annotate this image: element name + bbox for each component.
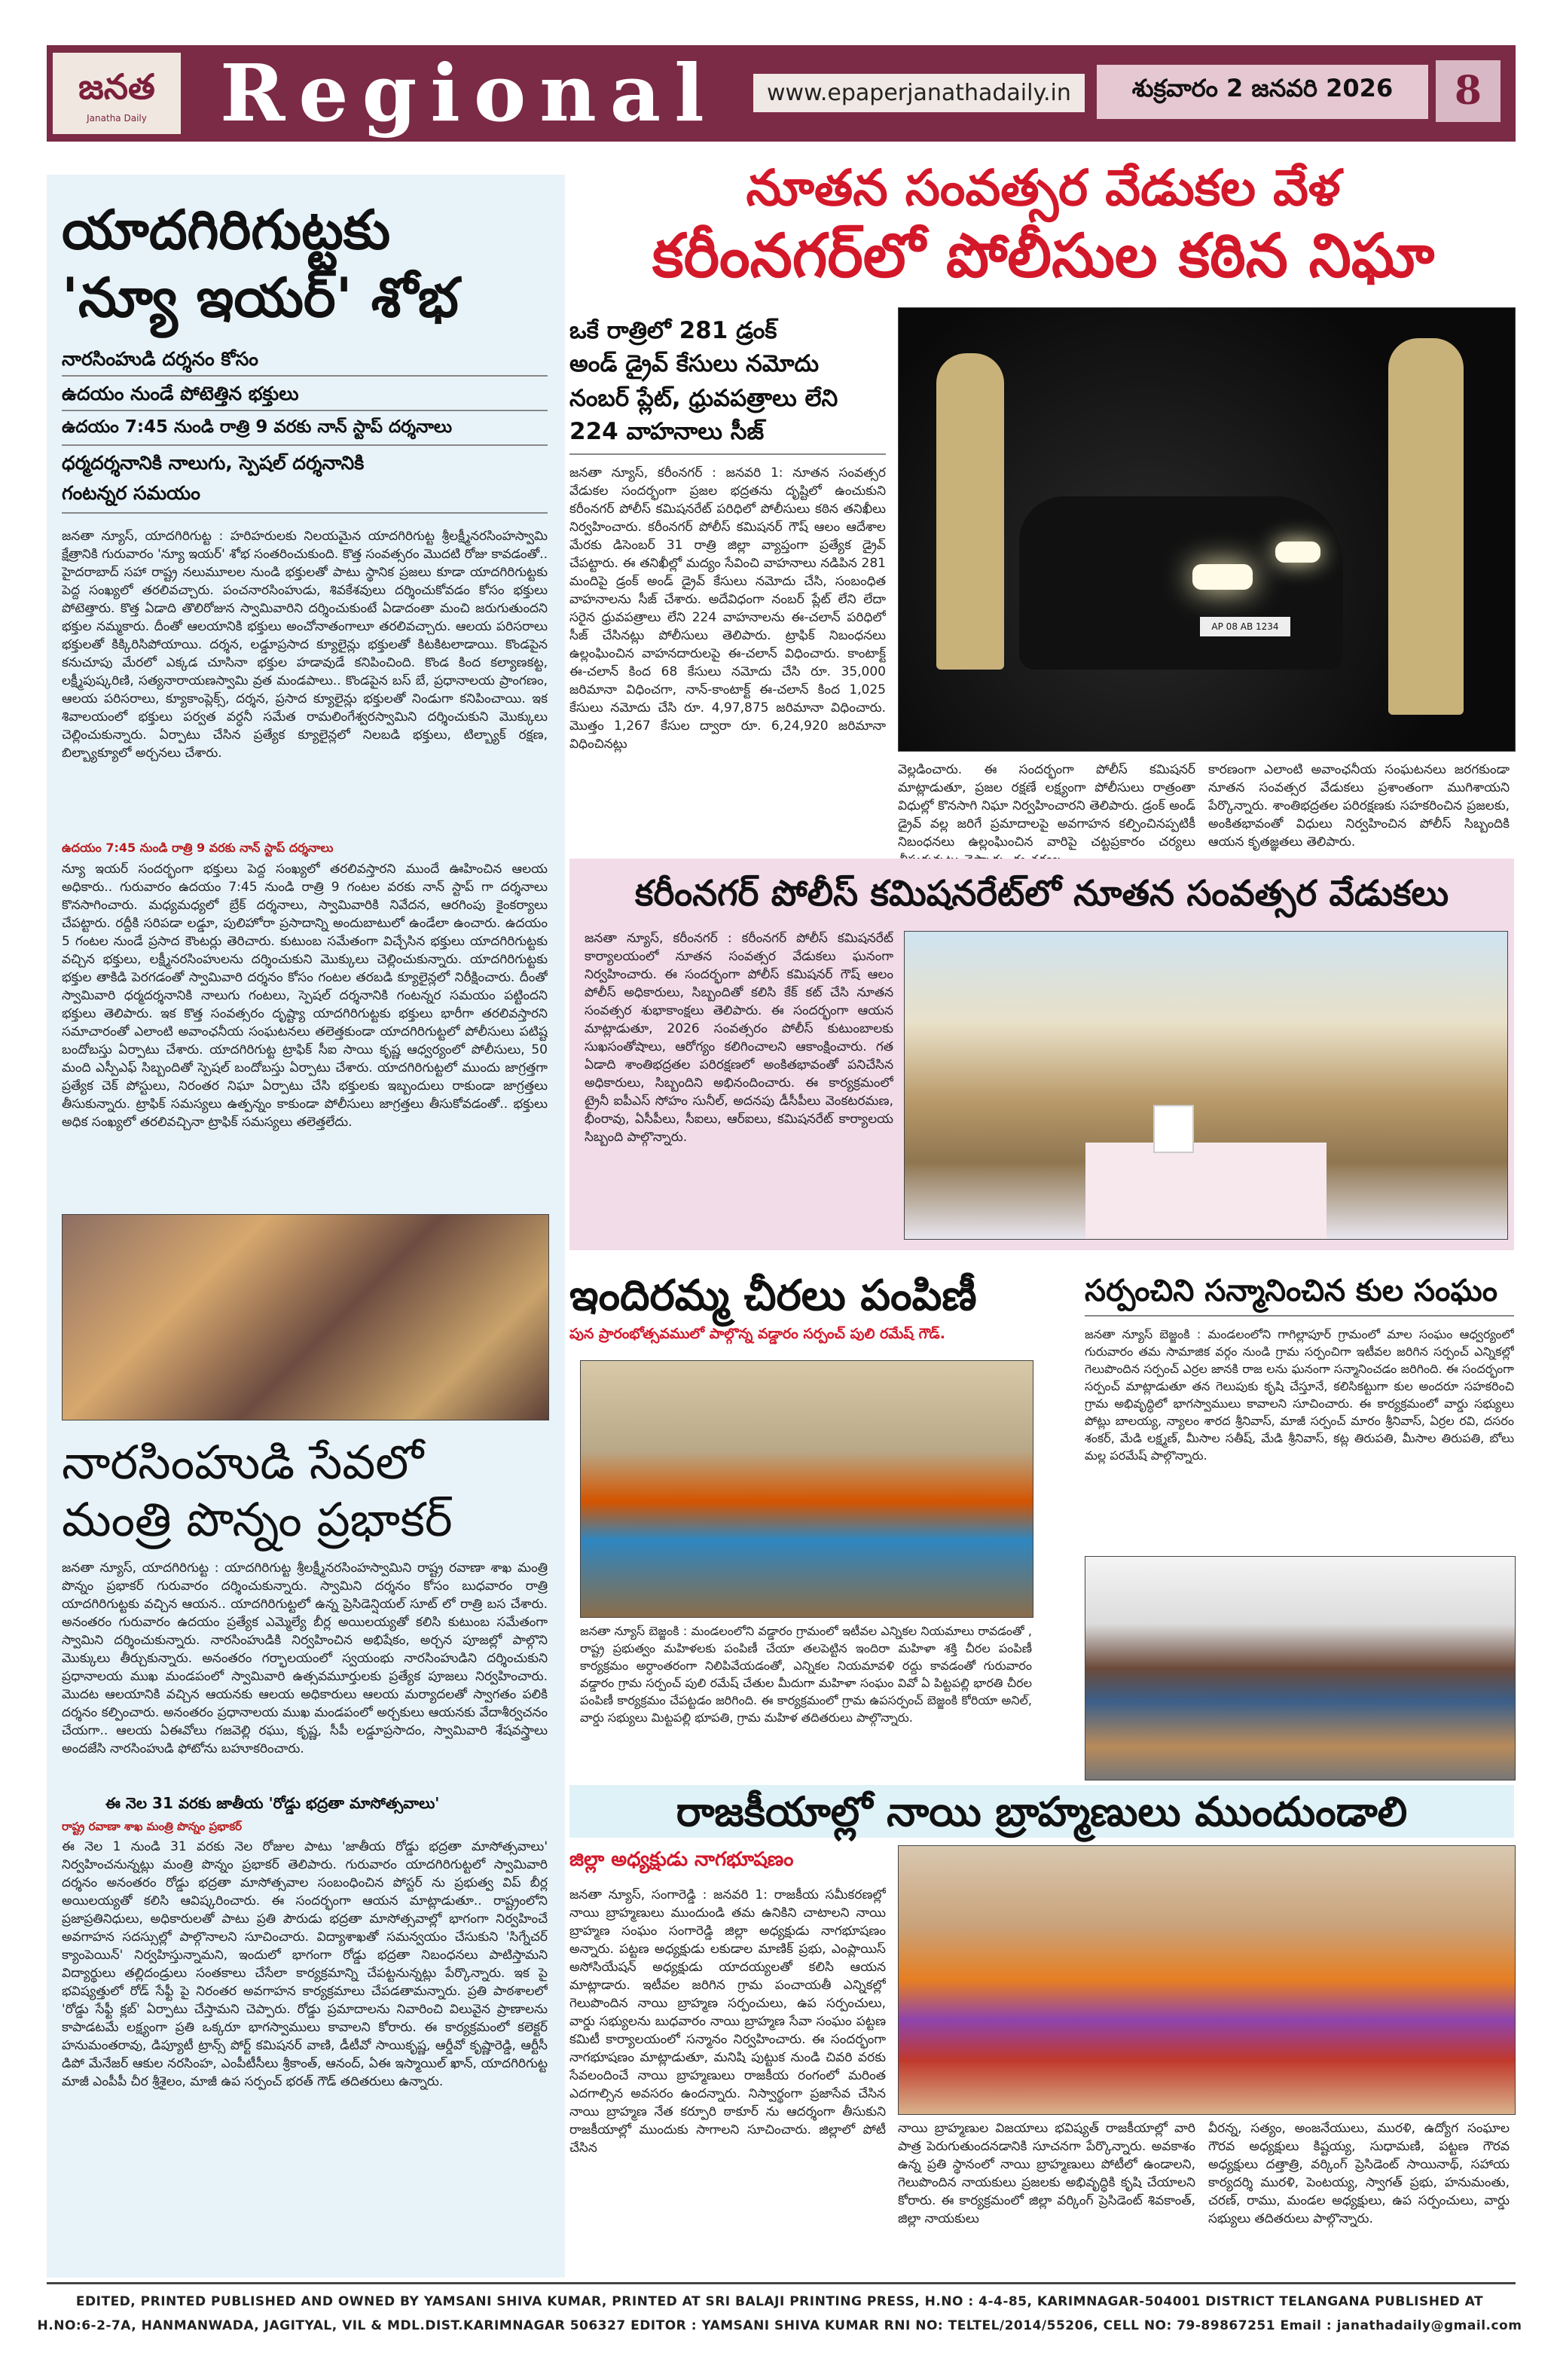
subhead-naayi: జిల్లా అధ్యక్షుడు నాగభూషణం (569, 1848, 794, 1871)
page-number: 8 (1436, 60, 1501, 122)
headline-indiramma: ఇందిరమ్మ చీరలు పంపిణీ (569, 1271, 977, 1320)
number-plate: AP 08 AB 1234 (1200, 617, 1290, 636)
photo-devotees (62, 1214, 549, 1420)
article-road-safety-body: ఈ నెల 1 నుండి 31 వరకు నెల రోజుల పాటు 'జాతీయ రోడ్డు భద్రతా మాసోత్సవాలు' నిర్వహించనున్నట్లు మంత్రి పొన్నం ప్రభాకర్ తెలిపారు. గురువారం యాదగిరిగుట్టలో స్వామివారి దర్శనం అనంతరం రోడ్డు భద్రతా మాసోత్సవాల సంబంధించిన పోస్టర్ ను ప్రభుత్వ విప్ బీర్ల అయిలయ్యతో కలిసి ఆవిష్కరించారు. ఈ సందర్భంగా ఆయన మాట్లాడుతూ.. రాష్ట్రంలోని ప్రజాప్రతినిధులు, అధికారులతో పాటు ప్రతి పౌరుడు భద్రతా మాసోత్సవాల్లో భాగంగా నిర్వహించే అవగాహన సదస్సుల్లో పాల్గొనాలని సూచించారు. విద్యాశాఖతో సమన్వయం చేసుకుని 'సిగ్నేచర్ క్యాంపెయిన్' నిర్వహిస్తున్నామని, ఇందులో భాగంగా రోడ్డు భద్రతా నిబంధనలు పాటిస్తామని విద్యార్థులు తల్లిదండ్రులు సంతకాలు చేసేలా కార్యక్రమాన్ని చేపట్టనున్నట్లు పేర్కొన్నారు. ఇక పై భవిష్యత్తులో రోడ్ సేఫ్టీ పై నిరంతర అవగాహన కార్యక్రమాలు చేపడతామన్నారు. ప్రతి పాఠశాలలో 'రోడ్డు సేఫ్టీ క్లబ్' ఏర్పాటు చేస్తామని చెప్పారు. రోడ్డు ప్రమాదాలను నివారించి విలువైన ప్రాణాలను కాపాడటమే లక్ష్యంగా ప్రతి ఒక్కరూ భాగస్వాములు కావాలని కోరారు. ఈ కార్యక్రమంలో కలెక్టర్ హనుమంతరావు, డిప్యూటీ ట్రాన్స్ పోర్ట్ కమిషనర్ వాణి, డీటీవో సాయికృష్ణ, ఆర్డీవో కృష్ణారెడ్డి, ఆర్టీసీ డిపో మేనేజర్ ఆకుల నరసింహ, ఎంపీటీసీలు శ్రీకాంత్, ఆనంద్, ఏఈ ఇస్మాయిల్ ఖాన్, యాదగిరిగుట్ట మాజీ ఎంపీపీ చీర శ్రీశైలం, మాజీ ఉప సర్పంచ్ భరత్ గౌడ్ తదితరులు ఉన్నారు. (62, 1839, 548, 2089)
kicker-karimnagar: నూతన సంవత్సర వేడుకల వేళ (746, 159, 1341, 217)
headline-karimnagar: కరీంనగర్‌లో పోలీసుల కఠిన నిఘా (652, 221, 1435, 291)
subhead-minister: రాష్ట్ర రవాణా శాఖ మంత్రి పొన్నం ప్రభాకర్ (62, 1820, 243, 1833)
deck-line-3: నంబర్ ప్లేట్, ధ్రువపత్రాలు లేని (569, 385, 838, 412)
divider (1085, 1315, 1514, 1317)
deck-line-4: 224 వాహనాలు సీజ్ (569, 418, 765, 445)
article-karimnagar-body-3: కారణంగా ఎలాంటి అవాంఛనీయ సంఘటనలు జరగకుండా నూతన సంవత్సర వేడుకలు ప్రశాంతంగా ముగిశాయని పేర్కొన్నారు. శాంతిభద్రతల పరిరక్షణకు సహకరించిన ప్రజలకు, అంకితభావంతో విధులు నిర్వహించిన పోలీస్ సిబ్బందికి ఆయన కృతజ్ఞతలు తెలిపారు. (1208, 762, 1510, 850)
divider (62, 512, 548, 514)
article-naayi-body: జనతా న్యూస్, సంగారెడ్డి : జనవరి 1: రాజకీయ సమీకరణల్లో నాయి బ్రాహ్మణులు ముందుండి తమ ఉనికిని చాటాలని నాయి బ్రాహ్మణ సంఘం సంగారెడ్డి జిల్లా అధ్యక్షుడు నాగభూషణం అన్నారు. పట్టణ అధ్యక్షుడు లకుడాల మాణిక్ ప్రభు, ఎంప్లాయిస్ అసోసియేషన్ అధ్యక్షుడు యాదయ్యలతో కలిసి ఆయన మాట్లాడారు. ఇటీవల జరిగిన గ్రామ పంచాయతీ ఎన్నికల్లో గెలుపొందిన నాయి బ్రాహ్మణ సర్పంచులు, ఉప సర్పంచులు, వార్డు సభ్యులను బుధవారం నాయి బ్రాహ్మణ సేవా సంఘం పట్టణ కమిటీ కార్యాలయంలో సన్మానం నిర్వహించారు. ఈ సందర్భంగా నాగభూషణం మాట్లాడుతూ, మనిషి పుట్టుక నుండి చివరి వరకు సేవలందించే నాయి బ్రాహ్మణులు రాజకీయ రంగంలో మరింత ఎదగాల్సిన అవసరం ఉందన్నారు. నిస్వార్థంగా ప్రజాసేవ చేసిన నాయి బ్రాహ్మణ నేత కర్పూరి ఠాకూర్ ను ఆదర్శంగా తీసుకుని రాజకీయాల్లో ముందుకు సాగాలని సూచించారు. జిల్లాలో పోటీ చేసిన (569, 1887, 886, 2156)
subhead-1: నారసింహుడి దర్శనం కోసం (62, 348, 258, 370)
divider (62, 410, 548, 411)
site-url[interactable]: www.epaperjanathadaily.in (753, 74, 1085, 112)
subhead-2: ఉదయం నుండే పోటెత్తిన భక్తులు (62, 383, 299, 404)
police-officer (1388, 338, 1464, 715)
article-naayi-body-2: నాయి బ్రాహ్మణుల విజయాలు భవిష్యత్ రాజకీయాల్లో వారి పాత్ర పెరుగుతుందనడానికి సూచనగా పేర్కొన్నారు. అవకాశం ఉన్న ప్రతి స్థానంలో నాయి బ్రాహ్మణులు పోటీలో ఉండాలని, గెలుపొందిన నాయకులు ప్రజలకు అభివృద్ధికి కృషి చేయాలని కోరారు. ఈ కార్యక్రమంలో జిల్లా వర్కింగ్ ప్రెసిడెంట్ శివకాంత్, జిల్లా నాయకులు (898, 2121, 1195, 2226)
deck-line-2: అండ్ డ్రైవ్ కేసులు నమోదు (569, 350, 820, 377)
footer-divider (47, 2282, 1516, 2284)
photo-police-checking (898, 307, 1516, 752)
article-commissionerate-body: జనతా న్యూస్, కరీంనగర్ : కరీంనగర్ పోలీస్ కమిషనరేట్ కార్యాలయంలో నూతన సంవత్సర వేడుకలు ఘనంగా నిర్వహించారు. ఈ సందర్భంగా పోలీస్ కమిషనర్ గౌష్ ఆలం పోలీస్ అధికారులు, సిబ్బందితో కలిసి కేక్ కట్ చేసి నూతన సంవత్సర శుభాకాంక్షలు తెలిపారు. ఈ సందర్భంగా ఆయన మాట్లాడుతూ, 2026 సంవత్సరం పోలీస్ కుటుంబాలకు సుఖసంతోషాలు, ఆరోగ్యం కలిగించాలని ఆకాంక్షించారు. గత ఏడాది శాంతిభద్రతల పరిరక్షణలో అంకితభావంతో పనిచేసిన అధికారులు, సిబ్బందిని అభినందించారు. ఈ కార్యక్రమంలో ట్రైనీ ఐపీఎస్ సోహం సునీల్, అదనపు డీసీపీలు వెంకటరమణ, భీంరావు, ఏసీపీలు, సీఐలు, ఆర్ఐలు, కమిషనరేట్ కార్యాలయ సిబ్బంది పాల్గొన్నారు. (585, 931, 893, 1145)
photo-sarpanch-felicitation (1085, 1556, 1516, 1780)
divider (62, 375, 548, 377)
car-headlight (1275, 542, 1320, 563)
logo-text: జనత (78, 66, 155, 107)
headline-minister-1: నారసింహుడి సేవలో (62, 1435, 424, 1490)
article-yadagirigutta-body-2: న్యూ ఇయర్ సందర్భంగా భక్తులు పెద్ద సంఖ్యలో తరలివస్తారని ముందే ఊహించిన ఆలయ అధికారు.. గురువారం ఉదయం 7:45 నుండి రాత్రి 9 గంటల వరకు నాన్ స్టాప్ గా దర్శనాలు కొనసాగించారు. మధ్యమధ్యలో బ్రేక్ దర్శనాలు, స్వామివారికి నివేదన, ఆరగింపు కైంకర్యాలు చేపట్టారు. రద్దీకి సరిపడా లడ్డూ, పులిహోరా ప్రసాదాన్ని అందుబాటులో ఉండేలా ఉంచారు. ఉదయం 5 గంటల నుండే ప్రసాద కౌంటర్లు తెరిచారు. కుటుంబ సమేతంగా విచ్చేసిన భక్తులు యాదగిరిగుట్టకు వచ్చిన భక్తులు, లక్ష్మీనరసింహులను దర్శించుకుని మొక్కులు చెల్లించుకున్నారు. యాదగిరిగుట్టకు భక్తుల తాకిడి పెరగడంతో స్వామివారి దర్శనం కోసం గంటల తరబడి క్యూలైన్లలో నిరీక్షించారు. దీంతో స్వామివారి ధర్మదర్శనానికి నాలుగు గంటలు, స్పెషల్ దర్శనానికి గంటన్నర సమయం పట్టిందని భక్తులు తెలిపారు. ఇక కొత్త సంవత్సరం దృష్ట్యా యాదగిరిగుట్టకు భక్తులు భారీగా తరలివస్తారని సమాచారంతో ఎలాంటి అవాంఛనీయ సంఘటనలు తలెత్తకుండా యాదగిరిగుట్టలో పోలీసులు పటిష్ట బందోబస్తు ఏర్పాటు చేశారు. యాదగిరిగుట్ట ట్రాఫిక్ సీఐ సాయి కృష్ణ ఆధ్వర్యంలో పోలీసులు, 50 మంది ఎస్పీఎఫ్ సిబ్బందితో స్పెషల్ బందోబస్తు ఏర్పాటు చేశారు. యాదగిరిగుట్టలో ముందు జాగ్రత్తగా ప్రత్యేక చెక్ పోస్టులు, నిరంతర నిఘా ఏర్పాటు చేసి భక్తులకు ఇబ్బందులు రాకుండా జాగ్రత్తలు తీసుకున్నారు. ట్రాఫిక్ సమస్యలు ఉత్పన్నం కాకుండా పోలీసులు జాగ్రత్తలు తీసుకోవడంతో.. భక్తులు అధిక సంఖ్యలో తరలివచ్చినా ట్రాఫిక్ సమస్యలు తలెత్తలేదు. (62, 862, 548, 1130)
logo-subtitle: Janatha Daily (87, 113, 147, 124)
headline-commissionerate: కరీంనగర్ పోలీస్ కమిషనరేట్‌లో నూతన సంవత్సర వేడుకలు (634, 873, 1449, 914)
footer-imprint-1: EDITED, PRINTED PUBLISHED AND OWNED BY YAMSANI SHIVA KUMAR, PRINTED AT SRI BALAJI PRINTING PRESS, H.NO : 4-4-85, KARIMNAGAR-504001 DISTRICT TELANGANA PUBLISHED AT (75, 2294, 1484, 2309)
photo-saree-distribution (580, 1360, 1033, 1618)
headline-kula-sangham: సర్పంచిని సన్మానించిన కుల సంఘం (1085, 1274, 1497, 1308)
deck-line-1: ఒకే రాత్రిలో 281 డ్రంక్ (569, 317, 777, 344)
subhead-road-safety: ఈ నెల 31 వరకు జాతీయ 'రోడ్డు భద్రతా మాసోత్సవాలు' (105, 1794, 440, 1812)
table-cloth (1085, 1143, 1327, 1239)
subhead-4: ధర్మదర్శనానికి నాలుగు, స్పెషల్ దర్శనానికి (62, 452, 365, 474)
article-yadagirigutta-body: జనతా న్యూస్, యాదగిరిగుట్ట : హరిహరులకు నిలయమైన యాదగిరిగుట్ట శ్రీలక్ష్మీనరసింహస్వామి క్షేత్రానికి గురువారం 'న్యూ ఇయర్' శోభ సంతరించుకుంది. కొత్త సంవత్సరం మొదటి రోజు కావడంతో.. హైదరాబాద్ సహా రాష్ట్ర నలుమూలల నుండి భక్తులతో పాటు స్థానిక ప్రజలు కూడా యాదగిరిగుట్టకు పెద్ద సంఖ్యలో తరలివచ్చారు. పంచనారసింహుడు, శివకేశవులు దర్శించుకోవడం కోసం భక్తులు పోటెత్తారు. కొత్త ఏడాది తొలిరోజున స్వామివారిని దర్శించుకుంటే ఏడాదంతా మంచి జరుగుతుందని భక్తుల నమ్మకారు. దీంతో ఆలయానికి భక్తులు అంచోనాతంగాలూ తరలివచ్చారు. ఆలయ పరిసరాలు భక్తులతో కిక్కిరిసిపోయాయి. దర్శన, లడ్డూప్రసాద క్యూలైన్లు భక్తులతో కిటకిటలాడాయి. కొండపైన కనుచూపు మేరలో ఎక్కడ చూసినా భక్తుల హడావుడే కనిపించింది. కొండ కింద కల్యాణకట్ట, లక్ష్మీపుష్కరిణి, సత్యనారాయణస్వామి వ్రత మండపాలు.. కొండపైన బస్ బే, ప్రధానాలయ ప్రాంగణం, ఆలయ పరిసరాలు, క్యూకాంప్లెక్స్, దర్శన, ప్రసాద క్యూలైన్లు భక్తులతో నిండుగా కనిపించాయి. ఇక శివాలయంలో భక్తులు పర్వత వర్ధనీ సమేత రామలింగేశ్వరస్వామిని దర్శించుకుని మొక్కులు చెల్లించుకున్నారు. ఏర్పాటు చేసిన ప్రత్యేక క్యూలైన్లలో నిలబడి భక్తులు, టిల్బ్యాక్ రక్షణ, బిల్బ్యాక్యూలో అర్చనలు చేశారు. (62, 529, 548, 761)
subhead-indiramma: పున ప్రారంభోత్సవములో పాల్గొన్న వడ్డారం సర్పంచ్ పులి రమేష్ గౌడ్. (569, 1326, 945, 1342)
subhead-5: గంటన్నర సమయం (62, 482, 200, 504)
cake (1153, 1105, 1194, 1153)
article-karimnagar-body: జనతా న్యూస్, కరీంనగర్ : జనవరి 1: నూతన సంవత్సర వేడుకల సందర్భంగా ప్రజల భద్రతను దృష్టిలో ఉంచుకుని కరీంనగర్ పోలీస్ కమిషనరేట్ పరిధిలో పోలీసులు కఠిన తనిఖీలు నిర్వహించారు. కరీంనగర్ పోలీస్ కమిషనర్ గౌష్ ఆలం ఆదేశాల మేరకు డిసెంబర్ 31 రాత్రి జిల్లా వ్యాప్తంగా ప్రత్యేక డ్రైవ్ చేపట్టారు. ఈ తనిఖీల్లో మద్యం సేవించి వాహనాలు నడిపిన 281 మందిపై డ్రంక్ అండ్ డ్రైవ్ కేసులు నమోదు చేసి, సంబంధిత వాహనాలను సీజ్ చేశారు. అదేవిధంగా నంబర్ ప్లేట్ లేని లేదా సరైన ధ్రువపత్రాలు లేని 224 వాహనాలను ఈ-చలాన్ పరిధిలో సీజ్ చేసినట్లు పోలీసులు తెలిపారు. ట్రాఫిక్ నిబంధనలు ఉల్లంఘించిన వాహనదారులపై ఈ-చలాన్ విధించారు. కాంటాక్ట్ ఈ-చలాన్ కింద 68 కేసులు నమోదు చేసి రూ. 35,000 జరిమానా విధించగా, నాన్-కాంటాక్ట్ ఈ-చలాన్ కింద 1,025 కేసులు నమోదు చేసి రూ. 4,97,875 జరిమానా విధించారు. మొత్తం 1,267 కేసుల ద్వారా రూ. 6,24,920 జరిమానా విధించినట్లు (569, 465, 886, 752)
photo-naayi-felicitation (898, 1845, 1516, 2115)
footer-imprint-2: H.NO:6-2-7A, HANMANWADA, JAGITYAL, VIL & MDL.DIST.KARIMNAGAR 506327 EDITOR : YAMSANI SHIVA KUMAR RNI NO: TELTEL/2014/55206, CELL NO: 79-89867251 Email : janathadaily@gmail.com (37, 2318, 1522, 2333)
article-naayi-body-3: వీరన్న, సత్యం, అంజనేయులు, మురళి, ఉద్యోగ సంఘాల గౌరవ అధ్యక్షులు కిష్టయ్య, సుధామణి, పట్టణ గౌరవ అధ్యక్షులు దత్తాత్రి, వర్కింగ్ ప్రెసిడెంట్ సాయినాథ్, సహాయ కార్యదర్శి మురళి, పెంటయ్య, స్వాగత్ ప్రభు, హనుమంతు, చరణ్, రాము, మండల అధ్యక్షులు, ఉప సర్పంచులు, వార్డు సభ్యులు తదితరులు పాల్గొన్నారు. (1208, 2121, 1510, 2226)
article-karimnagar-body-2: వెల్లడించారు. ఈ సందర్భంగా పోలీస్ కమిషనర్ మాట్లాడుతూ, ప్రజల రక్షణే లక్ష్యంగా పోలీసులు రాత్రంతా విధుల్లో కొనసాగి నిఘా నిర్వహించారని తెలిపారు. డ్రంక్ అండ్ డ్రైవ్ వల్ల జరిగే ప్రమాదాలపై అవగాహన కల్పించినప్పటికీ నిబంధనలు ఉల్లంఘించిన వారిపై చట్టప్రకారం చర్యలు (898, 762, 1195, 850)
car-headlight (1192, 564, 1253, 590)
subhead-3: ఉదయం 7:45 నుండి రాత్రి 9 వరకు నాన్ స్టాప్ దర్శనాలు (62, 417, 453, 437)
inline-subhead: ఉదయం 7:45 నుండి రాత్రి 9 వరకు నాన్ స్టాప్ దర్శనాలు (62, 841, 334, 855)
headline-naayi: రాజకీయాల్లో నాయి బ్రాహ్మణులు ముందుండాలి (676, 1788, 1408, 1835)
headline-yadagirigutta-1: యాదగిరిగుట్టకు (62, 198, 391, 261)
article-indiramma-body: జనతా న్యూస్ బెజ్జంకి : మండలంలోని వడ్డారం గ్రామంలో ఇటీవల ఎన్నికల నియమాలు రావడంతో , రాష్ట్ర ప్రభుత్వం మహిళలకు పంపిణీ చేయా తలపెట్టిన ఇందిరా మహిళా శక్తి చీరల పంపిణీ కార్యక్రమం అర్ధాంతరంగా నిలిపివేయడంతో, ఎన్నికల నియమావళి రద్దు కావడంతో గురువారం వడ్డారం గ్రామ సర్పంచ్ పులి రమేష్ చేతుల మీదుగా మహిళా సంఘం వివో ఏ పిట్టపల్లి భారతి చీరల పంపిణీ కార్యక్రమం చేపట్టడం జరిగింది. ఈ కార్యక్రమంలో గ్రామ ఉపసర్పంచ్ బెజ్జంకి కోరియా అనిల్, వార్డు సభ్యులు మిట్టపల్లి భూపతి, గ్రామ మహిళ తదితరులు పాల్గొన్నారు. (580, 1624, 1032, 1725)
car-shape (1019, 496, 1343, 670)
headline-minister-2: మంత్రి పొన్నం ప్రభాకర్ (62, 1492, 453, 1547)
section-title: Regional (220, 47, 718, 139)
issue-date: శుక్రవారం 2 జనవరి 2026 (1131, 74, 1394, 102)
article-minister-body: జనతా న్యూస్, యాదగిరిగుట్ట : యాదగిరిగుట్ట శ్రీలక్ష్మీనరసింహస్వామిని రాష్ట్ర రవాణా శాఖ మంత్రి పొన్నం ప్రభాకర్ గురువారం దర్శించుకున్నారు. స్వామిని దర్శనం కోసం బుధవారం రాత్రి యాదగిరిగుట్టకు వచ్చిన ఆయన.. యాదగిరిగుట్టలో ఉన్న ప్రెసిడెన్షియల్ సూట్ లో రాత్రి బస చేశారు. అనంతరం గురువారం ఉదయం ప్రత్యేక ఎమ్మెల్యే బీర్ల అయిలయ్యతో కలిసి కుటుంబ సమేతంగా స్వామిని దర్శించుకున్నారు. నారసింహుడికి నిర్వహించిన అభిషేకం, అర్చన పూజల్లో పాల్గొని మొక్కులు తీర్చుకున్నారు. అనంతరం గర్భాలయంలో స్వయంభు నారసింహుడిని దర్శించుకుని ప్రధానాలయ ముఖ మండపంలో స్వామివారి ఉత్సవమూర్తులకు ప్రత్యేక పూజలు నిర్వహించారు. మొదట ఆలయానికి వచ్చిన ఆయనకు ఆలయ అధికారులు ఆలయ మర్యాదలతో స్వాగతం పలికి దర్శనం కల్పించారు. అనంతరం ప్రధానాలయ ముఖ మండపంలో అర్చకులు ఆయనకు వేదాశీర్వచనం చేయగా.. ఆలయ ఏఈవోలు గజవెల్లి రఘు, కృష్ణ, సీపీ లడ్డూప్రసాదం, స్వామివారి శేషవస్త్రాలు అందజేసి నారసింహుడి ఫోటోను బహూకరించారు. (62, 1561, 548, 1756)
article-kula-sangham-body: జనతా న్యూస్ బెజ్జంకి : మండలంలోని గాగిల్లాపూర్ గ్రామంలో మాల సంఘం ఆధ్వర్యంలో గురువారం తమ సామాజిక వర్గం నుండి గ్రామ సర్పంచిగా ఇటీవల జరిగిన సర్పంచ్ ఎన్నికల్లో గెలుపొందిన సర్పంచ్ ఎర్రల జానకి రాజ లను ఘనంగా సన్మానించడం జరిగింది. ఈ సందర్భంగా సర్పంచ్ మాట్లాడుతూ తన గెలుపుకు కృషి చేస్తూనే, కలిసికట్టుగా కుల అందరూ సహకరించి గ్రామ అభివృద్ధిలో భాగస్వాములు కావాలని సూచించారు. ఈ కార్యక్రమంలో వార్డు సభ్యులు పోట్లు బాలయ్య, న్యాలం శారద శ్రీనివాస్, మాజీ సర్పంచ్ మారం శ్రీనివాస్, ఏర్రల రవి, దసరం శంకర్, మేడి లక్ష్మణ్, మీసాల సతీష్, మేడి శ్రీనివాస్, కట్ల తిరుపతి, మీసాల తిరుపతి, బోలు మల్ల పరమేష్ పాల్గొన్నారు. (1085, 1327, 1514, 1463)
divider (62, 444, 548, 446)
police-officer (936, 353, 1004, 670)
headline-yadagirigutta-2: 'న్యూ ఇయర్' శోభ (62, 266, 459, 329)
photo-cake-cutting (904, 931, 1508, 1240)
divider (569, 453, 886, 455)
